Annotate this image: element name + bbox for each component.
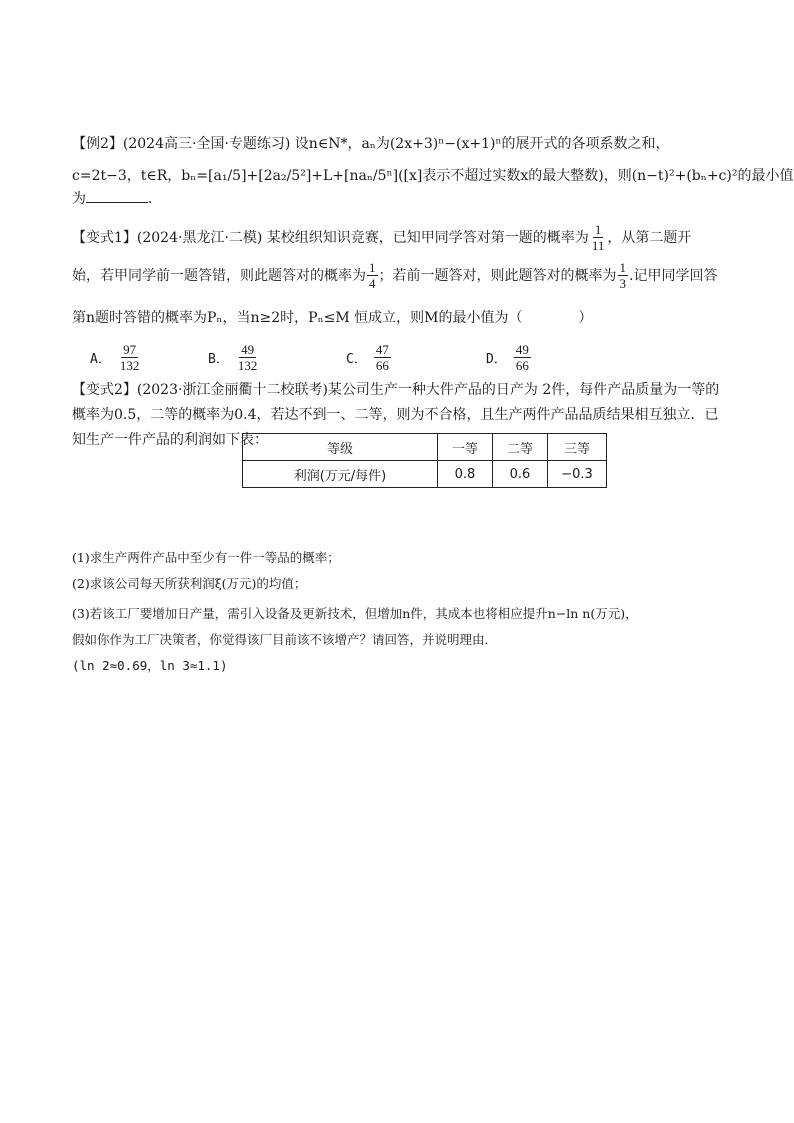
option-c[interactable] xyxy=(346,342,392,373)
fraction-denominator: 11 xyxy=(591,238,605,253)
log-values-note: (ln 2≈0.69，ln 3≈1.1) xyxy=(72,658,228,673)
answer-blank xyxy=(86,188,148,203)
fraction-denominator: 4 xyxy=(369,276,376,291)
fraction-denominator: 132 xyxy=(237,358,258,373)
variant1-line2-a: 始，若甲同学前一题答错，则此题答对的概率为 xyxy=(72,267,366,284)
fraction-denominator: 66 xyxy=(375,358,389,373)
table-cell: −0.3 xyxy=(548,461,607,488)
option-fraction xyxy=(118,342,142,373)
example2-line2: c=2t−3，t∈R，bₙ=[a₁/5]+[2a₂/5²]+L+[naₙ/5ⁿ]([x]表示不超过实数x的最大整数)，则(n−t)²+(bₙ+c)²的最小值 xyxy=(72,168,794,184)
fraction-after-wrong xyxy=(367,260,378,291)
table-header-row xyxy=(243,434,607,461)
option-fraction xyxy=(236,342,260,373)
option-label: D． xyxy=(486,352,507,367)
table-cell: 利润(万元/每件) xyxy=(243,461,438,488)
question-3-line1: (3)若该工厂要增加日产量，需引入设备及更新技术，但增加n件，其成本也将相应提升n−ln n(万元)， xyxy=(72,606,638,621)
option-label: C． xyxy=(346,352,367,367)
question-3-line2: 假如你作为工厂决策者，你觉得该厂目前该不该增产？请回答，并说明理由． xyxy=(72,632,498,647)
fraction-numerator: 1 xyxy=(594,222,602,237)
option-b[interactable] xyxy=(208,342,260,373)
variant2-line2: 概率为0.5，二等的概率为0.4，若达不到一、二等，则为不合格，且生产两件产品品质结果相互独立．已 xyxy=(72,407,719,423)
fraction-first-correct xyxy=(590,222,607,253)
fraction-denominator: 132 xyxy=(119,358,140,373)
fraction-denominator: 66 xyxy=(515,358,529,373)
table-row xyxy=(243,461,607,488)
fraction-numerator: 1 xyxy=(619,260,626,275)
table-header-cell: 等级 xyxy=(243,434,438,461)
option-a[interactable] xyxy=(90,342,142,373)
question-2: (2)求该公司每天所获利润ξ(万元)的均值； xyxy=(72,576,307,591)
variant1-line1 xyxy=(72,222,691,253)
fraction-numerator: 47 xyxy=(375,342,389,357)
variant1-line2-b: ；若前一题答对，则此题答对的概率为 xyxy=(378,267,617,284)
example2-line3-prefix: 为 xyxy=(72,191,86,207)
fraction-numerator: 49 xyxy=(515,342,529,357)
option-fraction xyxy=(514,342,531,373)
profit-table xyxy=(242,433,607,488)
table-cell: 0.8 xyxy=(438,461,493,488)
variant1-line2 xyxy=(72,260,717,291)
fraction-after-right xyxy=(618,260,629,291)
variant1-line1-b: ，从第二题开 xyxy=(607,229,692,246)
example2-line3 xyxy=(72,188,162,209)
variant2-line1: 【变式2】(2023·浙江金丽衢十二校联考)某公司生产一种大件产品的日产为 2件，每件产品质量为一等的 xyxy=(72,382,720,398)
option-fraction xyxy=(374,342,391,373)
table-header-cell: 一等 xyxy=(438,434,493,461)
variant1-line3: 第n题时答错的概率为Pₙ，当n≥2时，Pₙ≤M 恒成立，则M的最小值为（ ） xyxy=(72,310,593,326)
table-header-cell: 三等 xyxy=(548,434,607,461)
table-header-cell: 二等 xyxy=(493,434,548,461)
table-cell: 0.6 xyxy=(493,461,548,488)
fraction-numerator: 97 xyxy=(123,342,137,357)
option-label: B． xyxy=(208,352,229,367)
fraction-numerator: 1 xyxy=(369,260,376,275)
fraction-denominator: 3 xyxy=(619,276,626,291)
question-1: (1)求生产两件产品中至少有一件一等品的概率； xyxy=(72,550,340,565)
option-label: A． xyxy=(90,352,111,367)
variant1-line1-a: 【变式1】(2024·黑龙江·二模) 某校组织知识竞赛，已知甲同学答对第一题的概率为 xyxy=(72,229,589,246)
variant2-line3: 知生产一件产品的利润如下表： xyxy=(72,432,268,448)
example2-line3-suffix: ． xyxy=(148,191,162,207)
fraction-numerator: 49 xyxy=(241,342,255,357)
example2-line1: 【例2】(2024高三·全国·专题练习) 设n∈N*，aₙ为(2x+3)ⁿ−(x+1)ⁿ的展开式的各项系数之和， xyxy=(72,136,670,152)
variant1-line2-c: .记甲同学回答 xyxy=(629,267,718,284)
option-d[interactable] xyxy=(486,342,532,373)
